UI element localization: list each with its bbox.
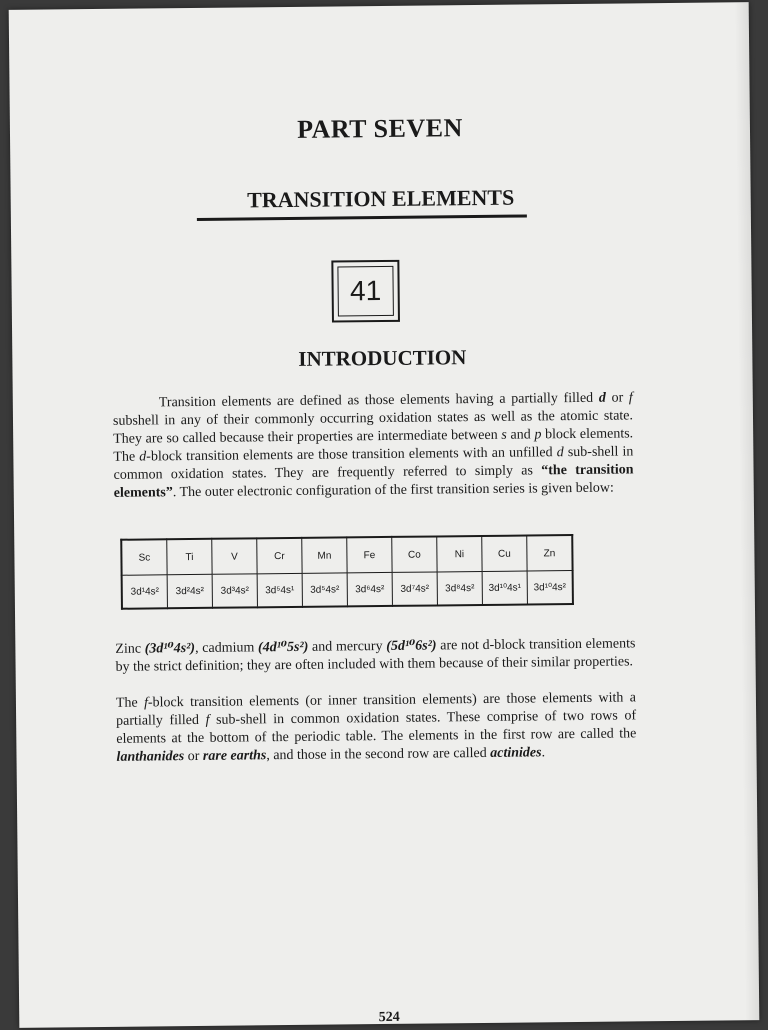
config-cell: 3d⁵4s² <box>302 573 347 607</box>
chapter-number-box <box>331 260 400 323</box>
config-cell: 3d⁷4s² <box>392 572 437 606</box>
element-cell: Ti <box>167 539 212 575</box>
part-title: PART SEVEN <box>296 113 463 144</box>
paragraph-f-block: The f-block transition elements (or inner transition elements) are those elements with a partially filled f sub-shell in common oxidation states. These comprise of two rows of elements at the bottom of the periodic table. The elements in the first row are called the lanthanides or rare earths, and those in the second row are called actinides. <box>115 690 637 765</box>
element-cell: Co <box>392 536 437 572</box>
element-cell: Cu <box>482 536 527 572</box>
paragraph-definition: Transition elements are defined as those elements having a partially filled d or f subshell in any of their commonly occurring oxidation states as well as the atomic state. They are so called because their properties are intermediate between s and p block elements. The d-block transition elements are those transition elements with an unfilled d sub-shell in common oxidation states. They are frequently referred to simply as “the transition elements”. The outer electronic configuration of the first transition series is given below: <box>112 390 634 501</box>
config-cell: 3d¹4s² <box>122 575 168 609</box>
paragraph-zinc-group: Zinc (3d¹⁰4s²), cadmium (4d¹⁰5s²) and mercury (5d¹⁰6s²) are not d-block transition elements by the strict definition; they are often included with them because of their similar properties. <box>115 636 636 675</box>
config-cell: 3d⁵4s¹ <box>257 573 302 607</box>
element-cell: Zn <box>527 535 573 571</box>
page-number: 524 <box>378 1009 400 1026</box>
section-underline <box>197 214 527 220</box>
table-row-elements <box>121 535 572 575</box>
chapter-number: 41 <box>337 266 394 317</box>
element-cell: Fe <box>347 537 392 573</box>
table-row-configurations <box>122 571 573 609</box>
page-edge-shadow <box>735 2 760 1020</box>
electron-configuration-table <box>120 534 574 610</box>
config-cell: 3d⁶4s² <box>347 572 392 606</box>
config-cell: 3d²4s² <box>167 574 212 608</box>
element-cell: Sc <box>121 539 167 575</box>
intro-heading: INTRODUCTION <box>298 345 467 371</box>
element-cell: Cr <box>257 538 302 574</box>
config-cell: 3d¹⁰4s² <box>527 571 573 605</box>
config-cell: 3d⁸4s² <box>437 571 482 605</box>
scanned-page <box>9 2 760 1028</box>
element-cell: Ni <box>437 536 482 572</box>
section-title: TRANSITION ELEMENTS <box>246 184 515 213</box>
element-cell: V <box>212 538 257 574</box>
config-cell: 3d³4s² <box>212 574 257 608</box>
config-cell: 3d¹⁰4s¹ <box>482 571 527 605</box>
element-cell: Mn <box>302 537 347 573</box>
